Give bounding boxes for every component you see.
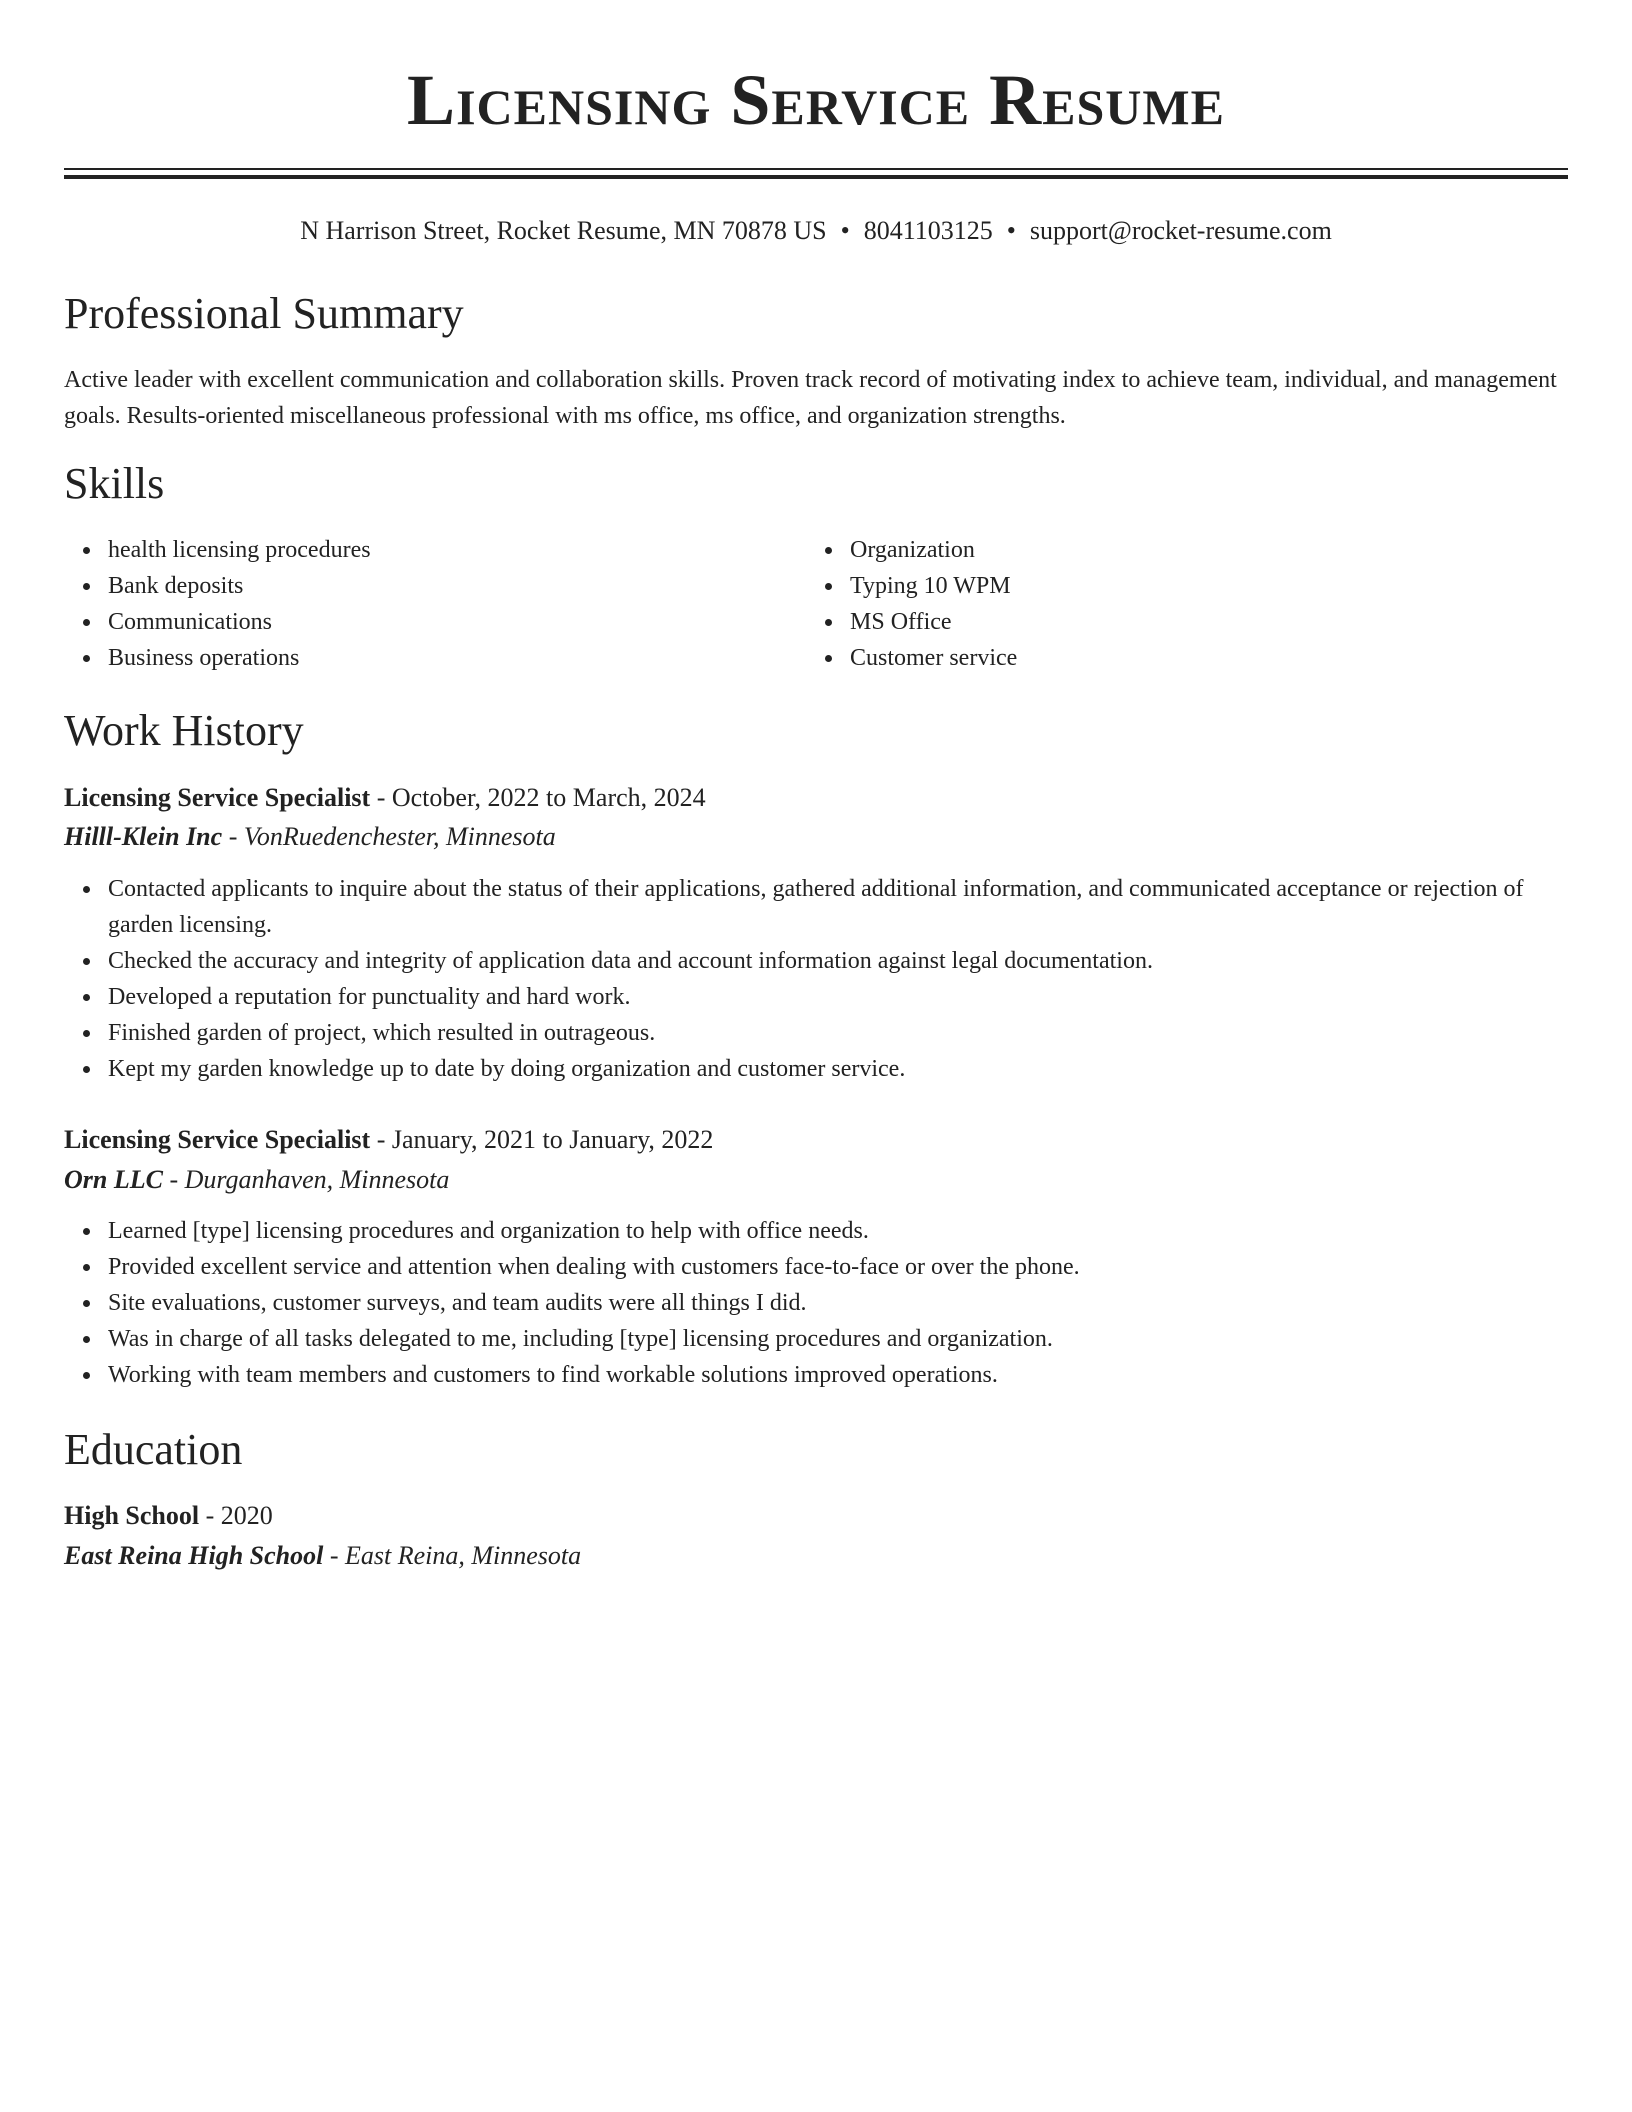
job-duty-item: Learned [type] licensing procedures and organization to help with office needs. xyxy=(108,1213,1568,1249)
skill-item: Typing 10 WPM xyxy=(850,568,1550,604)
work-history-heading: Work History xyxy=(64,706,304,755)
education-school-line xyxy=(64,1537,581,1575)
job-title-line xyxy=(64,779,706,817)
skill-item: Communications xyxy=(108,604,808,640)
education-heading: Education xyxy=(64,1425,243,1474)
education-degree: High School xyxy=(64,1501,200,1530)
job-duty-item: Developed a reputation for punctuality and hard work. xyxy=(108,979,1568,1015)
skill-item: health licensing procedures xyxy=(108,532,808,568)
contact-phone: 8041103125 xyxy=(863,216,993,245)
resume-title: Licensing Service Resume xyxy=(407,60,1225,140)
education-degree-line xyxy=(64,1497,273,1535)
job-company-line xyxy=(64,818,556,856)
contact-address: N Harrison Street, Rocket Resume, MN 70878 US xyxy=(300,216,827,245)
summary-text: Active leader with excellent communication and collaboration skills. Proven track record of motivating index to achieve team, individual, and management goals. Results-oriented miscellaneous professional with ms office, ms office, and organization strengths. xyxy=(64,367,1557,429)
education-school: East Reina High School xyxy=(64,1541,324,1570)
job-duty-item: Working with team members and customers to find workable solutions improved operations. xyxy=(108,1357,1568,1393)
job-title: Licensing Service Specialist xyxy=(64,1125,371,1154)
skill-item: Customer service xyxy=(850,640,1550,676)
contact-separator: • xyxy=(1006,216,1016,245)
skill-item: Business operations xyxy=(108,640,808,676)
job-duty-item: Provided excellent service and attention when dealing with customers face-to-face or over the phone. xyxy=(108,1249,1568,1285)
job-duty-item: Kept my garden knowledge up to date by doing organization and customer service. xyxy=(108,1051,1568,1087)
title-divider-thin xyxy=(64,168,1568,170)
job-location: - VonRuedenchester, Minnesota xyxy=(222,822,556,851)
job-duty-item: Finished garden of project, which resulted in outrageous. xyxy=(108,1015,1568,1051)
job-title-line xyxy=(64,1121,713,1159)
skill-item: Organization xyxy=(850,532,1550,568)
job-duty-item: Contacted applicants to inquire about the status of their applications, gathered additional information, and communicated acceptance or rejection of garden licensing. xyxy=(108,871,1568,943)
job-duty-item: Site evaluations, customer surveys, and team audits were all things I did. xyxy=(108,1285,1568,1321)
job-location: - Durganhaven, Minnesota xyxy=(162,1165,450,1194)
job-duty-item: Checked the accuracy and integrity of application data and account information against legal documentation. xyxy=(108,943,1568,979)
job-company: Hilll-Klein Inc xyxy=(64,822,223,851)
summary-heading: Professional Summary xyxy=(64,289,464,338)
skills-heading: Skills xyxy=(64,459,165,508)
job-dates: - January, 2021 to January, 2022 xyxy=(370,1125,714,1154)
education-location: - East Reina, Minnesota xyxy=(323,1541,582,1570)
contact-line xyxy=(64,213,1568,249)
skill-item: MS Office xyxy=(850,604,1550,640)
skill-item: Bank deposits xyxy=(108,568,808,604)
job-duties-list xyxy=(64,871,1568,1087)
contact-email[interactable]: support@rocket-resume.com xyxy=(1029,216,1332,245)
contact-separator: • xyxy=(840,216,850,245)
skills-list-right xyxy=(806,532,1550,676)
skills-list-left xyxy=(64,532,808,676)
job-company: Orn LLC xyxy=(64,1165,163,1194)
job-title: Licensing Service Specialist xyxy=(64,783,371,812)
job-company-line xyxy=(64,1161,449,1199)
education-year: - 2020 xyxy=(199,1501,273,1530)
job-duties-list xyxy=(64,1213,1568,1393)
title-divider-thick xyxy=(64,175,1568,179)
job-duty-item: Was in charge of all tasks delegated to me, including [type] licensing procedures and organization. xyxy=(108,1321,1568,1357)
job-dates: - October, 2022 to March, 2024 xyxy=(370,783,706,812)
